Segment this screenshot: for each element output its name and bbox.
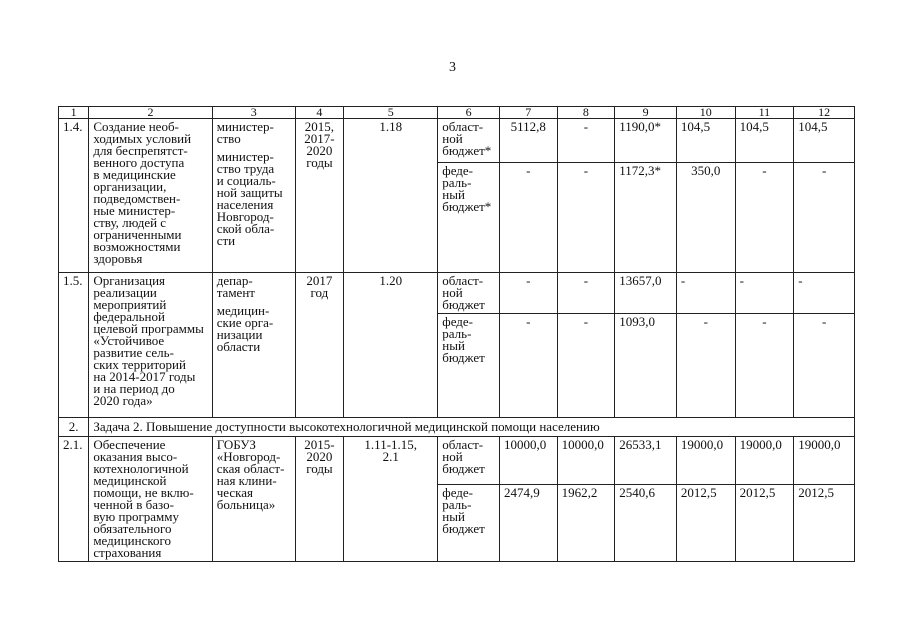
executor-cell [212,119,295,273]
column-number-header: 5 [344,107,438,119]
amount-cell: 19000,0 [735,437,794,485]
term-cell: 2017 год [295,273,344,418]
amount-cell: - [676,273,735,314]
amount-cell: 10000,0 [557,437,615,485]
column-number-header: 12 [794,107,855,119]
activity-name: Создание необ- ходимых условий для беспрепятст- венного доступа в медицинские организации, подведомствен- ные министер- ству, людей с ограниченными возможностями здоровья [89,119,212,273]
amount-cell: - [499,163,557,273]
amount-cell: 2474,9 [499,484,557,561]
amount-cell: 1093,0 [615,314,677,418]
table-row [59,437,855,485]
amount-cell: 104,5 [794,119,855,163]
funding-source: област- ной бюджет [438,437,500,485]
executor-cell [212,273,295,418]
column-number-header: 1 [59,107,89,119]
amount-cell: - [794,314,855,418]
amount-cell: - [557,314,615,418]
executor-secondary: министер- ство труда и социаль- ной защиты населения Новгород- ской обла- сти [216,149,283,248]
amount-cell: - [557,163,615,273]
task-number: 2. [59,418,89,437]
amount-cell: - [499,314,557,418]
indicator-code: 1.11-1.15, 2.1 [344,437,438,562]
amount-cell: - [794,163,855,273]
funding-source: феде- раль- ный бюджет [438,314,500,418]
amount-cell: 19000,0 [794,437,855,485]
executor-cell: ГОБУЗ «Новгород- ская област- ная клини- ческая больница» [212,437,295,562]
amount-cell: 2012,5 [735,484,794,561]
table-row [59,273,855,314]
amount-cell: - [735,163,794,273]
column-number-header: 2 [89,107,212,119]
activity-name: Организация реализации мероприятий федеральной целевой программы «Устойчивое развитие сель- ских территорий на 2014-2017 годы и на период до 2020 года» [89,273,212,418]
column-number-header: 3 [212,107,295,119]
amount-cell: - [794,273,855,314]
executor-primary: министер- ство [216,119,274,146]
amount-cell: 19000,0 [676,437,735,485]
amount-cell: 10000,0 [499,437,557,485]
column-number-header: 4 [295,107,344,119]
amount-cell: 2540,6 [615,484,677,561]
term-cell: 2015, 2017- 2020 годы [295,119,344,273]
amount-cell: - [735,273,794,314]
amount-cell: 1190,0* [615,119,677,163]
row-number: 2.1. [59,437,89,562]
page-number: 3 [449,60,456,75]
column-number-header: 7 [499,107,557,119]
amount-cell: 350,0 [676,163,735,273]
column-number-header: 8 [557,107,615,119]
amount-cell: 2012,5 [676,484,735,561]
indicator-code: 1.18 [344,119,438,273]
indicator-code: 1.20 [344,273,438,418]
column-number-header: 11 [735,107,794,119]
program-table [58,106,855,562]
amount-cell: - [557,273,615,314]
funding-source: област- ной бюджет* [438,119,500,163]
term-cell: 2015- 2020 годы [295,437,344,562]
amount-cell: - [735,314,794,418]
task-title: Задача 2. Повышение доступности высокотехнологичной медицинской помощи населению [89,418,855,437]
task-row [59,418,855,437]
amount-cell: 104,5 [735,119,794,163]
row-number: 1.4. [59,119,89,273]
amount-cell: - [499,273,557,314]
amount-cell: - [676,314,735,418]
amount-cell: 1172,3* [615,163,677,273]
executor-primary: депар- тамент [216,273,255,300]
amount-cell: 2012,5 [794,484,855,561]
amount-cell: 104,5 [676,119,735,163]
funding-source: феде- раль- ный бюджет* [438,163,500,273]
amount-cell: 5112,8 [499,119,557,163]
header-row [59,107,855,119]
activity-name: Обеспечение оказания высо- котехнологичной медицинской помощи, не вклю- ченной в базо- вую программу обязательного медицинского страхования [89,437,212,562]
amount-cell: 26533,1 [615,437,677,485]
funding-source: феде- раль- ный бюджет [438,484,500,561]
funding-source: област- ной бюджет [438,273,500,314]
amount-cell: - [557,119,615,163]
table-row [59,119,855,163]
executor-secondary: медицин- ские орга- низации области [216,303,274,354]
column-number-header: 10 [676,107,735,119]
row-number: 1.5. [59,273,89,418]
column-number-header: 9 [615,107,677,119]
amount-cell: 13657,0 [615,273,677,314]
amount-cell: 1962,2 [557,484,615,561]
column-number-header: 6 [438,107,500,119]
